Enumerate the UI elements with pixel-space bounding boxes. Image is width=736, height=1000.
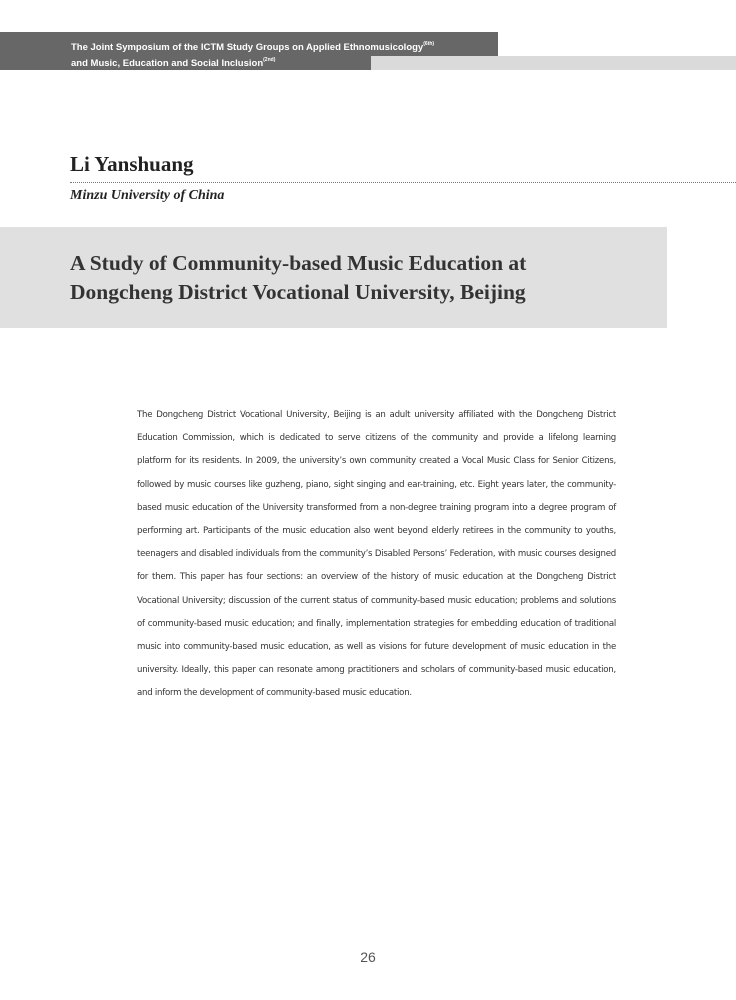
- title-band: [0, 227, 667, 328]
- author-affiliation: Minzu University of China: [70, 188, 225, 203]
- running-header-line-1: [71, 38, 498, 54]
- paper-title-line-1: A Study of Community-based Music Education at: [70, 251, 527, 275]
- running-header-text-2: and Music, Education and Social Inclusion: [71, 58, 264, 69]
- dotted-divider: [70, 182, 736, 183]
- running-header-superscript-2: (2nd): [263, 57, 276, 63]
- abstract-text: The Dongcheng District Vocational University, Beijing is an adult university affiliated with the Dongcheng District Education Commission, which is dedicated to serve citizens of the community and provide a lifelong learning platform for its residents. In 2009, the university’s own community created a Vocal Music Class for Senior Citizens, followed by music courses like guzheng, piano, sight singing and ear-training, etc. Eight years later, the community-based music education of the University transformed from a non-degree training program into a degree program of performing art. Participants of the music education also went beyond elderly retirees in the community to youths, teenagers and disabled individuals from the community’s Disabled Persons’ Federation, with music courses designed for them. This paper has four sections: an overview of the history of music education at the Dongcheng District Vocational University; discussion of the current status of community-based music education; problems and solutions of community-based music education; and finally, implementation strategies for embedding education of traditional music into community-based music education, as well as visions for future development of music education in the university. Ideally, this paper can resonate among practitioners and scholars of community-based music education, and inform the development of community-based music education.: [137, 410, 616, 699]
- page-number: 26: [360, 949, 376, 965]
- running-header-superscript-1: (6th): [423, 41, 435, 47]
- paper-title-line-2: Dongcheng District Vocational University, Beijing: [70, 280, 526, 304]
- author-name: Li Yanshuang: [70, 152, 194, 176]
- header-stripe: [371, 56, 736, 70]
- running-header-text-1: The Joint Symposium of the ICTM Study Groups on Applied Ethnomusicology: [71, 42, 424, 53]
